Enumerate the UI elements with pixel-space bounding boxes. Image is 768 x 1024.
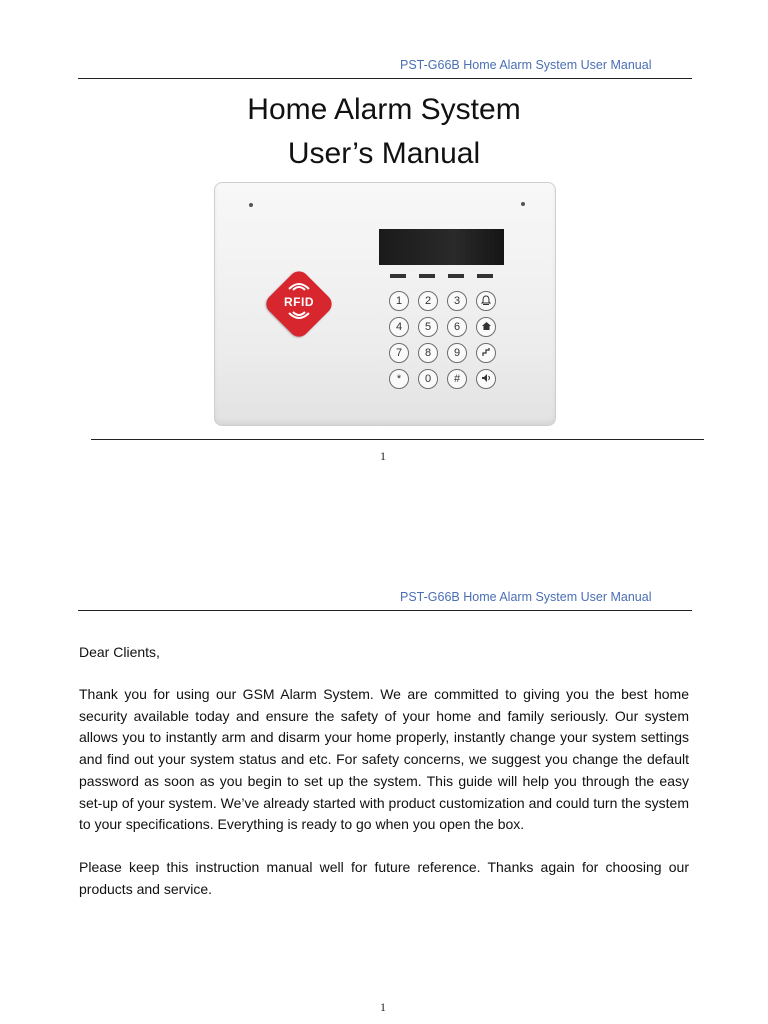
key-2: 2 — [418, 291, 438, 311]
running-header: PST-G66B Home Alarm System User Manual — [400, 590, 652, 604]
page-number: 1 — [380, 1000, 386, 1014]
intro-paragraph: Thank you for using our GSM Alarm System. We are committed to giving you the best home security available today and ensure the safety of your home and family seriously. Our system allows you to instantly arm and disarm your home properly, instantly change your system settings and find out your system status and etc. For safety concerns, we suggest you change the default password as soon as you begin to set up the system. This guide will help you through the easy set-up of your system. We’ve already started with product customization and could turn the system to your specifications. Everything is ready to go when you open the box. — [79, 686, 689, 833]
key-1: 1 — [389, 291, 409, 311]
speaker-icon — [476, 369, 496, 389]
footer-rule — [91, 439, 704, 440]
key-star: * — [389, 369, 409, 389]
home-icon — [476, 317, 496, 337]
status-led — [521, 202, 525, 206]
document-title: Home Alarm System — [247, 93, 521, 126]
salutation: Dear Clients, — [79, 644, 160, 660]
key-9: 9 — [447, 343, 467, 363]
alarm-panel-image — [214, 182, 556, 426]
key-4: 4 — [389, 317, 409, 337]
running-header: PST-G66B Home Alarm System User Manual — [400, 58, 652, 72]
arm-icon — [476, 343, 496, 363]
rfid-label: RFID — [284, 295, 314, 309]
page-number: 1 — [380, 449, 386, 463]
key-0: 0 — [418, 369, 438, 389]
function-key — [448, 274, 464, 278]
key-8: 8 — [418, 343, 438, 363]
header-rule — [78, 610, 692, 611]
key-6: 6 — [447, 317, 467, 337]
lcd-display — [379, 229, 504, 265]
key-hash: # — [447, 369, 467, 389]
status-led — [249, 203, 253, 207]
key-7: 7 — [389, 343, 409, 363]
function-key — [477, 274, 493, 278]
closing-paragraph: Please keep this instruction manual well for future reference. Thanks again for choosing our products and service. — [79, 859, 689, 897]
function-key — [390, 274, 406, 278]
header-rule — [78, 78, 692, 79]
key-5: 5 — [418, 317, 438, 337]
document-subtitle: User’s Manual — [287, 137, 481, 170]
function-key — [419, 274, 435, 278]
key-3: 3 — [447, 291, 467, 311]
rfid-wave-icon — [285, 277, 313, 291]
bell-icon — [476, 291, 496, 311]
rfid-wave-icon — [285, 311, 313, 325]
